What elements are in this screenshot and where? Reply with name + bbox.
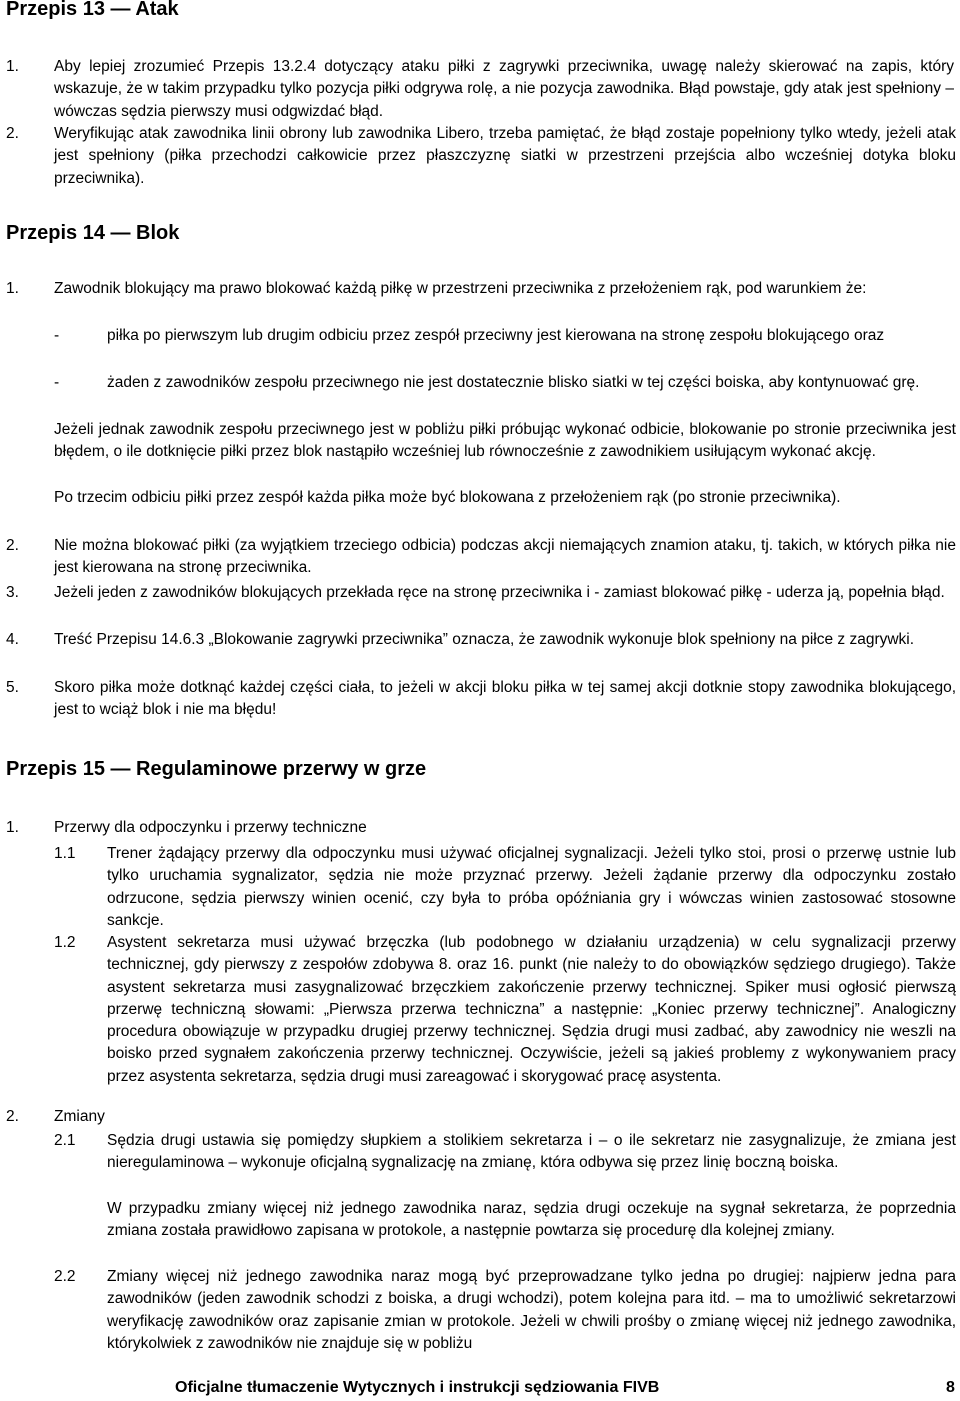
item-number: 1.1: [54, 845, 76, 862]
bullet-text: żaden z zawodników zespołu przeciwnego nie jest dostatecznie blisko siatki w tej części boiska, aby kontynuować grę.: [107, 374, 920, 391]
item-text: Treść Przepisu 14.6.3 „Blokowanie zagrywki przeciwnika” oznacza, że zawodnik wykonuje blok spełniony na piłce z zagrywki.: [54, 631, 915, 648]
bullet-mark: -: [54, 327, 60, 344]
item-text: Jeżeli jeden z zawodników blokujących przekłada ręce na stronę przeciwnika i - zamiast blokować piłkę - uderza ją, popełnia błąd.: [54, 584, 945, 601]
item-number: 3.: [6, 584, 19, 601]
item-text: Zawodnik blokujący ma prawo blokować każdą piłkę w przestrzeni przeciwnika z przełożeniem rąk, pod warunkiem że:: [54, 280, 867, 297]
item-text: Zmiany więcej niż jednego zawodnika naraz mogą być przeprowadzane tylko jedna po drugiej: najpierw jedna para zawodników (jeden zawodnik schodzi z boiska, a drugi wchodzi), potem kolejna para itd. – ma to umożliwić sekretarzowi weryfikację zawodników oraz zapisanie zmian w protokole. Jeżeli w chwili prośby o zmianę więcej niż jednego zawodnika, którykolwiek z zawodników nie znajduje się w pobliżu: [107, 1268, 956, 1352]
section-title-przepis-15: Przepis 15 — Regulaminowe przerwy w grze: [6, 758, 427, 780]
subsection-label: Zmiany: [54, 1108, 105, 1125]
item-text: Weryfikując atak zawodnika linii obrony lub zawodnika Libero, trzeba pamiętać, że błąd zostaje popełniony tylko wtedy, jeżeli atak jest spełniony (piłka przechodzi całkowicie przez płaszczyznę siatki w przestrzeni przejścia albo wcześniej dotyka bloku przeciwnika).: [54, 125, 956, 187]
item-text: Sędzia drugi ustawia się pomiędzy słupkiem a stolikiem sekretarza i – o ile sekretarz nie zasygnalizuje, że zmiana jest nieregulaminowa – wykonuje oficjalną sygnalizację na zmianę, która odbywa się przez linię boczną boiska.: [107, 1132, 956, 1172]
item-text: Aby lepiej zrozumieć Przepis 13.2.4 dotyczący ataku piłki z zagrywki przeciwnika, uwagę należy skierować na zapis, który wskazuje, że w takim przypadku tylko pozycja piłki odgrywa rolę, a nie pozycja zawodnika. Błąd powstaje, gdy atak jest spełniony – wówczas sędzia pierwszy musi odgwizdać błąd.: [54, 58, 954, 120]
item-number: 1.: [6, 819, 19, 836]
footer-text: Oficjalne tłumaczenie Wytycznych i instrukcji sędziowania FIVB: [175, 1379, 660, 1396]
item-text: Skoro piłka może dotknąć każdej części ciała, to jeżeli w akcji bloku piłka w tej samej akcji dotknie stopy zawodnika blokującego, jest to wciąż blok i nie ma błędu!: [54, 679, 956, 719]
bullet-mark: -: [54, 374, 60, 391]
item-number: 2.: [6, 1108, 19, 1125]
paragraph: Po trzecim odbiciu piłki przez zespół każda piłka może być blokowana z przełożeniem rąk (po stronie przeciwnika).: [54, 489, 841, 506]
page-number: 8: [946, 1379, 955, 1396]
subsection-label: Przerwy dla odpoczynku i przerwy techniczne: [54, 819, 367, 836]
section-title-przepis-14: Przepis 14 — Blok: [6, 222, 180, 244]
item-number: 4.: [6, 631, 19, 648]
item-text: Asystent sekretarza musi używać brzęczka (lub podobnego w działaniu urządzenia) w celu sygnalizacji przerwy technicznej, gdy pierwszy z zespołów zdobywa 8. oraz 16. punkt (nie należy to do obowiązków sędziego drugiego). Także asystent sekretarza musi zasygnalizować brzęczkiem zakończenie przerwy technicznej. Spiker musi ogłosić pierwszą przerwę techniczną słowami: „Pierwsza przerwa techniczna” a następnie: „Koniec przerwy technicznej”. Analogiczny procedura obowiązuje w przypadku drugiej przerwy technicznej. Sędzia drugi musi zadbać, aby zawodnicy nie weszli na boisko przed sygnałem zakończenia przerwy technicznej. Oczywiście, jeżeli są jakieś problemy z wykonywaniem pracy przez asystenta sekretarza, sędzia drugi musi zareagować i skorygować pracę asystenta.: [107, 934, 956, 1085]
item-number: 5.: [6, 679, 19, 696]
bullet-text: piłka po pierwszym lub drugim odbiciu przez zespół przeciwny jest kierowana na stronę zespołu blokującego oraz: [107, 327, 885, 344]
item-number: 2.: [6, 537, 19, 554]
item-text: Trener żądający przerwy dla odpoczynku musi używać oficjalnej sygnalizacji. Jeżeli tylko stoi, prosi o przerwę ustnie lub tylko uruchamia sygnalizator, sędzia nie może przyznać przerwy. Jeżeli żądanie przerwy dla odpoczynku zostało odrzucone, sędzia pierwszy winien ocenić, czy była to próba opóźniania gry i wówczas winien zastosować stosowne sankcje.: [107, 845, 956, 929]
paragraph: [54, 56, 954, 123]
item-number: 2.: [6, 125, 19, 142]
paragraph: Jeżeli jednak zawodnik zespołu przeciwnego jest w pobliżu piłki próbując wykonać odbicie, blokowanie po stronie przeciwnika jest błędem, o ile dotknięcie piłki przez blok nastąpiło wcześniej lub równocześnie z zawodnikiem usiłującym wykonać akcję.: [54, 421, 956, 461]
paragraph: W przypadku zmiany więcej niż jednego zawodnika naraz, sędzia drugi oczekuje na sygnał sekretarza, że poprzednia zmiana została prawidłowo zapisana w protokole, a następnie powtarza się procedurę dla kolejnej zmiany.: [107, 1200, 956, 1240]
section-title-przepis-13: Przepis 13 — Atak: [6, 0, 179, 20]
item-number: 1.: [6, 280, 19, 297]
item-number: 1.2: [54, 934, 76, 951]
item-text: Nie można blokować piłki (za wyjątkiem trzeciego odbicia) podczas akcji niemających znamion ataku, tj. takich, w których piłka nie jest kierowana na stronę przeciwnika.: [54, 537, 956, 577]
item-number: 1.: [6, 58, 19, 75]
item-number: 2.2: [54, 1268, 76, 1285]
item-number: 2.1: [54, 1132, 76, 1149]
